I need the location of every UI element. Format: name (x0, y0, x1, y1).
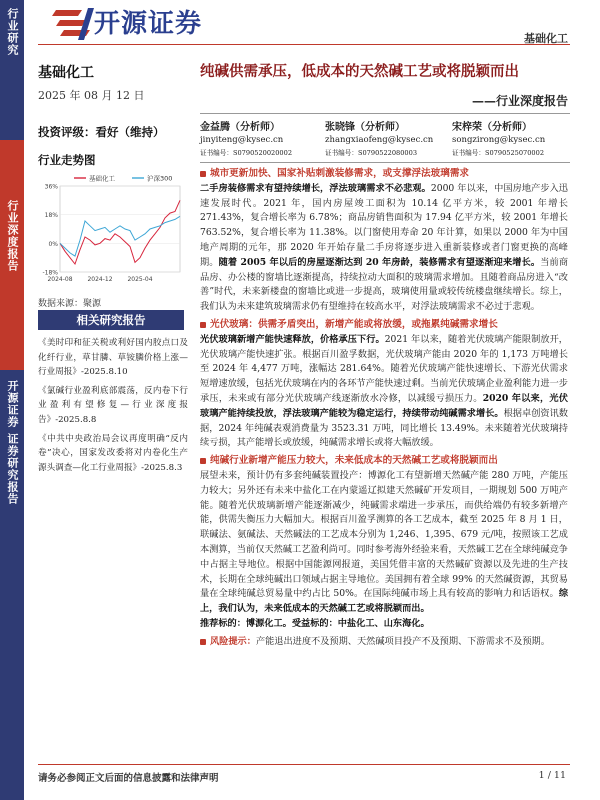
footer-disclaimer: 请务必参阅正文后面的信息披露和法律声明 (38, 773, 219, 784)
analyst-name: 宋梓荣（分析师） (452, 122, 532, 133)
analyst-email[interactable]: zhangxiaofeng@kysec.cn (325, 135, 434, 145)
page-number: 1 / 11 (538, 770, 566, 781)
section-heading: 光伏玻璃：供需矛盾突出，新增产能或将放缓，或拖累纯碱需求增长 (200, 318, 568, 333)
sidebar-section-broker: 开源证券 证券研究报告 (0, 370, 24, 800)
report-title: 纯碱供需承压，低成本的天然碱工艺或将脱颖而出 (200, 63, 519, 80)
analyst-email[interactable]: songzirong@kysec.cn (452, 135, 546, 145)
trend-chart (36, 172, 184, 290)
legend-label: 沪深300 (147, 174, 173, 183)
bullet-icon (200, 322, 206, 328)
related-reports-list (38, 336, 188, 479)
x-tick-label: 2024-12 (87, 276, 113, 283)
legend-label: 基础化工 (89, 174, 115, 183)
y-tick-label: 18% (44, 212, 58, 220)
series-line (60, 216, 180, 256)
bullet-icon (200, 171, 206, 177)
analyst-card (325, 121, 450, 160)
divider (200, 113, 570, 114)
related-report-item[interactable]: 《氯碱行业盈利底部震荡，反内卷下行业盈利有望修复—行业深度报告》-2025.8.8 (38, 385, 188, 425)
analyst-cert: 证书编号：S0790520020002 (200, 149, 293, 157)
related-report-item[interactable]: 《美时印和征关税或利好国内胶点口及化纤行业，草甘膦、草铵膦价格上涨—行业周报》-2025.8.10 (38, 338, 188, 378)
analyst-name: 张晓锋（分析师） (325, 122, 405, 133)
x-tick-label: 2024-08 (47, 276, 73, 283)
risk-heading: 风险提示：产能退出进度不及预期、天然碱项目投产不及预期、下游需求不及预期。 (200, 635, 568, 650)
header-category: 基础化工 (524, 32, 568, 45)
trend-chart-title: 行业走势图 (38, 153, 96, 167)
y-tick-label: 0% (48, 240, 58, 248)
section-heading: 纯碱行业新增产能压力较大，未来低成本的天然碱工艺或将脱颖而出 (200, 454, 568, 469)
related-reports-header: 相关研究报告 (38, 310, 184, 330)
analyst-card (452, 121, 577, 160)
investment-rating: 投资评级：看好（维持） (38, 125, 165, 139)
header-rule (38, 44, 570, 45)
divider (200, 162, 570, 163)
analyst-card (200, 121, 325, 160)
related-report-item[interactable]: 《中共中央政治局会议再度明确“反内卷”决心，国家发改委将对内卷化生产源头调查—化工行业周报》-2025.8.3 (38, 433, 188, 473)
analyst-name: 金益腾（分析师） (200, 122, 280, 133)
y-tick-label: -18% (42, 269, 58, 277)
x-tick-label: 2025-04 (127, 276, 153, 283)
y-tick-label: 36% (44, 183, 58, 191)
sidebar-section-report-type: 行业深度报告 (0, 140, 24, 370)
sidebar-section-research: 行业研究 (0, 0, 24, 140)
industry-name: 基础化工 (38, 65, 94, 81)
analyst-cert: 证书编号：S0790522080003 (325, 149, 418, 157)
section-paragraph: 光伏玻璃新增产能快速释放，价格承压下行。2021 年以来，随着光伏玻璃产能限制放开，光伏玻璃产能快速扩张。根据百川盈孚数据，光伏玻璃产能由 2020 年的 1,173 万吨增长至 2024 年 4,477 万吨，涨幅达 281.64%。随着光伏玻璃产能快速增长、下游光伏需求短增速放缓，包括光伏玻璃在内的各环节产能快速过剩。当前光伏玻璃企业盈利能力进一步承压，未来或有部分光伏玻璃产线逐渐放水冷修，以减缓亏损压力。2020 年以来，光伏玻璃产能持续投放，浮法玻璃产能较为稳定运行，持续带动纯碱需求增长。根据卓创资讯数据，2024 年纯碱表观消费量为 3523.31 万吨，同比增长 13.49%。未来随着光伏玻璃持续亏损，其产能增长或放缓，纯碱需求增长或将大幅放缓。 (200, 333, 568, 449)
bullet-icon (200, 639, 206, 645)
chart-source: 数据来源：聚源 (38, 299, 102, 309)
chart-frame (60, 186, 180, 272)
report-subtitle: ——行业深度报告 (471, 94, 568, 108)
section-heading: 城市更新加快、国家补贴刺激装修需求，或支撑浮法玻璃需求 (200, 167, 568, 182)
section-paragraph: 展望未来，预计仍有多套纯碱装置投产：博源化工有望新增天然碱产能 280 万吨，产能压力较大；另外还有未来中盐化工在内蒙遥辽拟建天然碱矿开发项目，一期规划 500 万吨产能。随着光伏玻璃新增产能逐渐减少，纯碱需求端进一步承压，而供给端仍有较多新增产能，供需失衡压力大幅加大。根据百川盈孚测算的各工艺成本，截至 2025 年 8 月 1 日，联碱法、氨碱法、天然碱法的工艺成本分别为 1,246、1,395、679 元/吨，按照该工艺成本测算，当前仅天然碱工艺盈利尚可。同时参考海外经验来看，天然碱工艺在全球纯碱竞争中占据主导地位。根据中国能源网报道，美国凭借丰富的天然碱矿资源以及先进的生产技术，长期在全球纯碱出口领域占据主导地位。美国拥有着全球 99% 的天然碱资源，其贸易量在全球纯碱总贸易量中约占比 50%。在国际纯碱市场上具有较高的影响力和话语权。综上，我们认为，未来低成本的天然碱工艺或将脱颖而出。 (200, 469, 568, 615)
analyst-email[interactable]: jinyiteng@kysec.cn (200, 135, 284, 145)
section-paragraph: 二手房装修需求有望持续增长，浮法玻璃需求不必悲观。2000 年以来，中国房地产步入迅速发展时代。2021 年，国内房屋竣工面积为 10.14 亿平方米，较 2001 年增长 271.43%，复合增长率为 6.78%；商品房销售面积为 17.94 亿平方米，较 2001 年增长 763.52%，复合增长率为 11.38%。以门窗使用寿命 20 年计算，如果以 2000 年为中国地产周期的元年，那 2020 年开始存量二手房将逐步进入重新装修或者门窗更换的高峰期。随着 2005 年以后的房屋逐渐达到 20 年房龄，装修需求有望逐渐迎来增长。当前商品房、办公楼的窗墙比逐渐提高，持续拉动大面积的玻璃需求增加。且随着商品房进入“改善”时代，未来新楼盘的窗墙比或进一步提高，玻璃使用量或较传统楼盘继续增长。综上，我们认为未来建筑玻璃需求仍有望维持在较高水平，对浮法玻璃需求不必过于悲观。 (200, 182, 569, 313)
logo-text: 开源证券 (94, 9, 203, 39)
recommendation: 推荐标的：博源化工。受益标的：中盐化工、山东海化。 (200, 617, 430, 629)
analyst-cert: 证书编号：S0790525070002 (452, 149, 545, 157)
report-body (200, 167, 568, 650)
series-line (60, 200, 180, 264)
bullet-icon (200, 458, 206, 464)
footer-rule (38, 764, 570, 765)
report-date: 2025 年 08 月 12 日 (38, 89, 145, 102)
